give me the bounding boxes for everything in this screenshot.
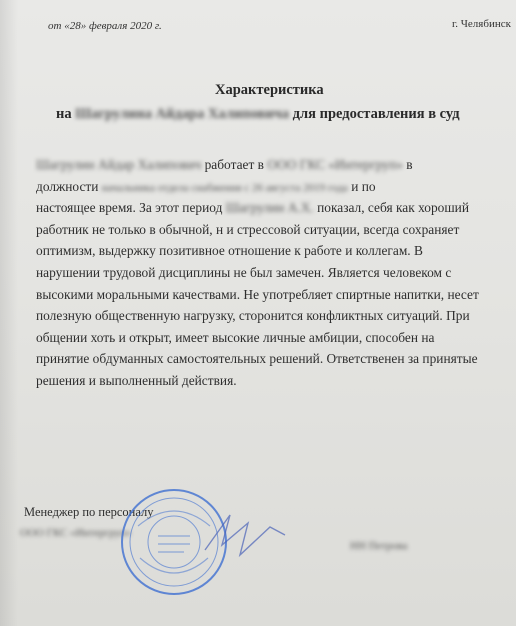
blurred-short-name: Шагрулин А.Х. [225,200,314,216]
body-line-3 [36,197,516,219]
body-line-5: оптимизм, выдержку позитивное отношение к работе и коллегам. В [36,243,423,259]
body-text-fragment: и по [351,178,376,194]
signer-role: Менеджер по персоналу [24,505,154,519]
signer-organization: ООО ГКС «Интергруп» [20,527,132,539]
signature-scribble-icon [200,505,290,565]
body-line-1 [36,154,516,176]
body-line-11: решения и выполненный действия. [36,372,237,388]
body-text-fragment: показал, себя как хороший [317,200,469,216]
body-text-fragment: должности [36,178,99,194]
body-line-10: принятие обдуманных самостоятельных решений. Ответственен за принятые [36,351,478,367]
signer-name: НН Петрова [350,540,408,552]
subtitle-prefix: на [56,106,72,122]
body-text-fragment: настоящее время. За этот период [36,200,223,216]
body-line-2 [36,176,516,198]
document-date: от «28» февраля 2020 г. [48,20,162,32]
body-line-8: полезную общественную нагрузку, сторонится конфликтных ситуаций. При [36,308,470,324]
subtitle-blurred-name: Шагрулина Айдара Халиповича [75,106,290,122]
blurred-employee-name: Шагрулин Айдар Халипович [36,157,202,172]
document-body [36,154,516,392]
body-line-4: работник не только в обычной, н и стрессовой ситуации, всегда сохраняет [36,221,460,237]
document-city: г. Челябинск [452,18,511,30]
body-text-fragment: работает в [204,157,264,172]
body-line-7: высокими моральными качествами. Не употребляет спиртные напитки, несет [36,286,479,302]
body-text-fragment: в [406,157,413,172]
blurred-organization: ООО ГКС «Интергруп» [267,157,403,172]
paper-shadow [0,0,18,626]
blurred-position: начальника отдела снабжения с 26 августа 2019 года [101,181,348,194]
document-title: Характеристика [215,82,324,98]
body-line-6: нарушении трудовой дисциплины не был замечен. Является человеком с [36,264,452,280]
subtitle-suffix: для предоставления в суд [292,106,460,122]
document-subtitle [56,106,460,123]
body-line-9: общении хоть и открыт, имеет высокие личные амбиции, способен на [36,329,435,345]
